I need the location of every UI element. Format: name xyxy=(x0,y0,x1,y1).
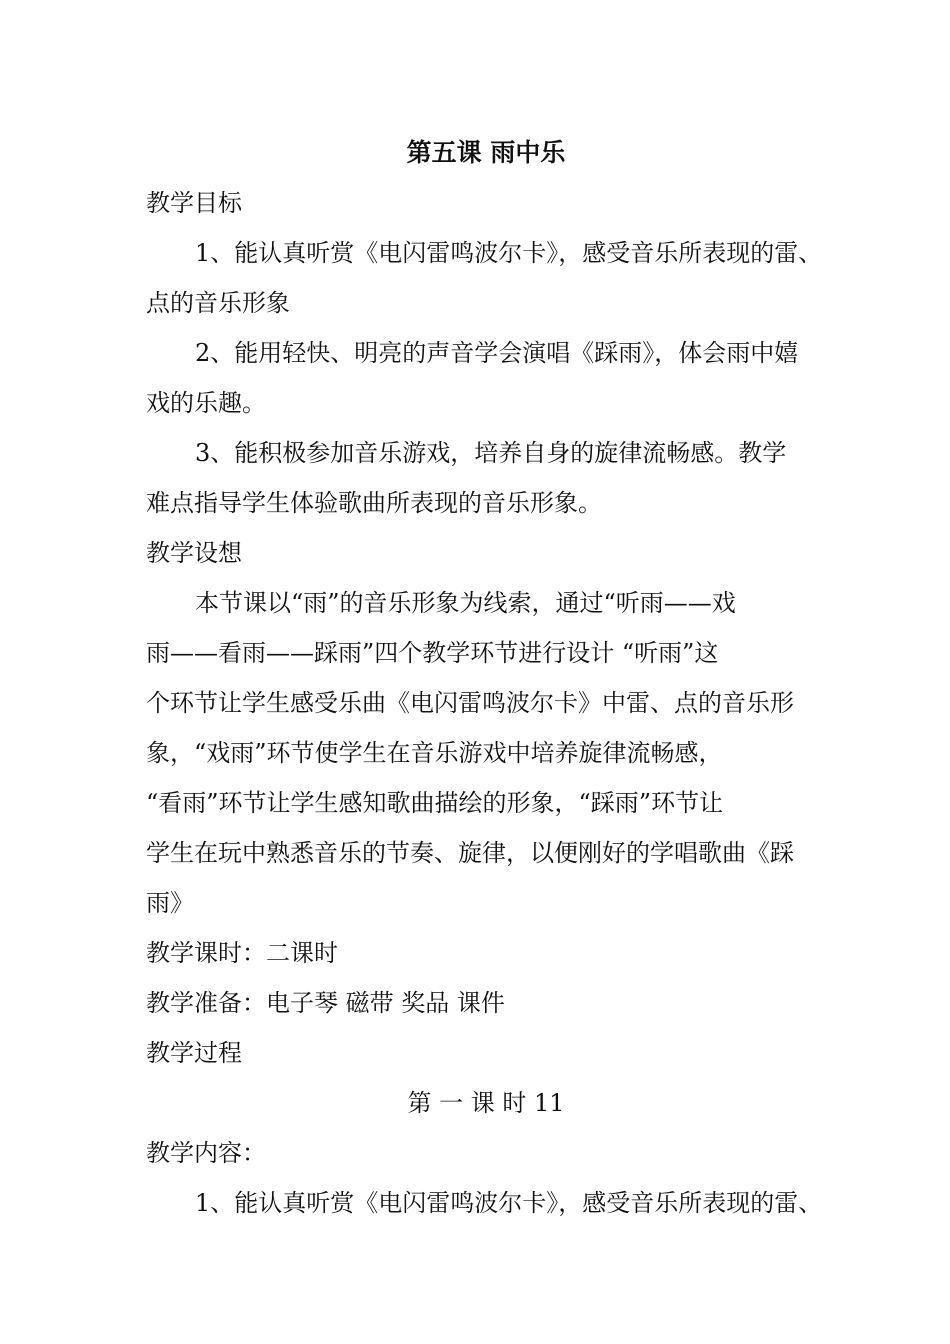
first-lesson-heading: 第 一 课 时 11 xyxy=(407,1089,565,1117)
heading-teaching-process: 教学过程 xyxy=(146,1039,242,1067)
goal-1-line-2: 点的音乐形象 xyxy=(146,289,290,317)
goal-2-line-1: 2、能用轻快、明亮的声音学会演唱《踩雨》，体会雨中嬉 xyxy=(195,339,799,367)
goal-3-line-2: 难点指导学生体验歌曲所表现的音乐形象。 xyxy=(146,489,602,517)
heading-teaching-goals: 教学目标 xyxy=(146,189,242,217)
heading-teaching-concept: 教学设想 xyxy=(146,539,242,567)
concept-line-6: 学生在玩中熟悉音乐的节奏、旋律，以便刚好的学唱歌曲《踩 xyxy=(146,839,794,867)
document-page xyxy=(146,128,826,1228)
concept-line-4: 象，“戏雨”环节使学生在音乐游戏中培养旋律流畅感， xyxy=(146,739,723,767)
concept-line-3: 个环节让学生感受乐曲《电闪雷鸣波尔卡》中雷、点的音乐形 xyxy=(146,689,794,717)
heading-teaching-content: 教学内容： xyxy=(146,1139,266,1167)
concept-line-5: “看雨”环节让学生感知歌曲描绘的形象，“踩雨”环节让 xyxy=(146,789,724,817)
document-title: 第五课 雨中乐 xyxy=(406,138,566,167)
goal-1-line-1: 1、能认真听赏《电闪雷鸣波尔卡》，感受音乐所表现的雷、 xyxy=(195,239,823,267)
concept-line-2: 雨——看雨——踩雨”四个教学环节进行设计 “听雨”这 xyxy=(146,639,719,667)
goal-3-line-1: 3、能积极参加音乐游戏，培养自身的旋律流畅感。教学 xyxy=(195,439,787,467)
content-line-1: 1、能认真听赏《电闪雷鸣波尔卡》，感受音乐所表现的雷、 xyxy=(195,1189,823,1217)
goal-2-line-2: 戏的乐趣。 xyxy=(146,389,266,417)
class-hours: 教学课时：二课时 xyxy=(146,939,338,967)
concept-line-1: 本节课以“雨”的音乐形象为线索，通过“听雨——戏 xyxy=(195,589,736,617)
teaching-materials: 教学准备：电子琴 磁带 奖品 课件 xyxy=(146,989,505,1017)
concept-line-7: 雨》 xyxy=(146,889,194,917)
